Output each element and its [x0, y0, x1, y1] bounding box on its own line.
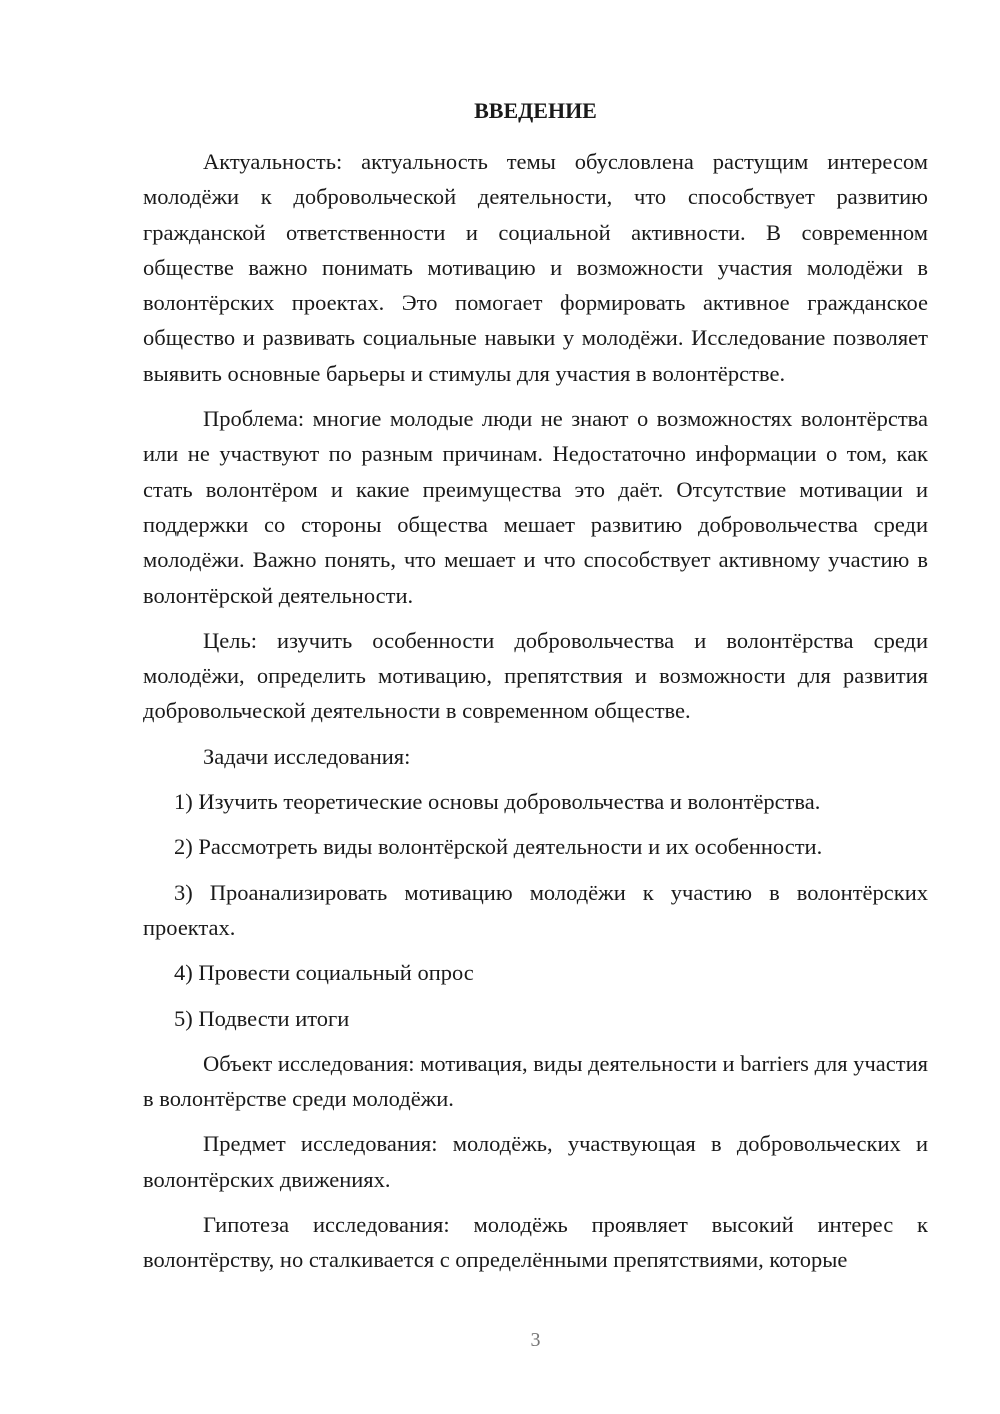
paragraph-problem: Проблема: многие молодые люди не знают о возможностях волонтёрства или не участвуют по разным причинам. Недостаточно информации о том, как стать волонтёром и какие преимущества это даёт. Отсутствие мотивации и поддержки со стороны общества мешает развитию добровольчества среди молодёжи. Важно понять, что мешает и что способствует активному участию в волонтёрской деятельности.	[143, 406, 928, 608]
paragraph-relevance: Актуальность: актуальность темы обусловлена растущим интересом молодёжи к добровольческой деятельности, что способствует развитию гражданской ответственности и социальной активности. В современном обществе важно понимать мотивацию и возможности участия молодёжи в волонтёрских проектах. Это помогает формировать активное гражданское общество и развивать социальные навыки у молодёжи. Исследование позволяет выявить основные барьеры и стимулы для участия в волонтёрстве.	[143, 149, 928, 386]
page-title: ВВЕДЕНИЕ	[474, 98, 597, 123]
paragraph-goal: Цель: изучить особенности добровольчества и волонтёрства среди молодёжи, определить мотивацию, препятствия и возможности для развития добровольческой деятельности в современном обществе.	[143, 627, 928, 724]
paragraph-subject: Предмет исследования: молодёжь, участвующая в добровольческих и волонтёрских движениях.	[143, 1131, 928, 1192]
task-item-1: 1) Изучить теоретические основы добровольчества и волонтёрства.	[174, 789, 821, 815]
paragraph-tasks-heading: Задачи исследования:	[203, 743, 411, 769]
paragraph-object: Объект исследования: мотивация, виды деятельности и barriers для участия в волонтёрстве среди молодёжи.	[143, 1050, 928, 1112]
document-page	[143, 0, 928, 1414]
task-item-3: 3) Проанализировать мотивацию молодёжи к участию в волонтёрских проектах.	[143, 879, 928, 940]
task-item-5: 5) Подвести итоги	[174, 1005, 350, 1031]
paragraph-hypothesis: Гипотеза исследования: молодёжь проявляет высокий интерес к волонтёрству, но сталкивается с определёнными препятствиями, которые	[143, 1212, 928, 1273]
task-item-4: 4) Провести социальный опрос	[174, 960, 474, 986]
task-item-2: 2) Рассмотреть виды волонтёрской деятельности и их особенности.	[174, 834, 823, 860]
page-number: 3	[530, 1329, 541, 1351]
document-body	[143, 144, 928, 1278]
